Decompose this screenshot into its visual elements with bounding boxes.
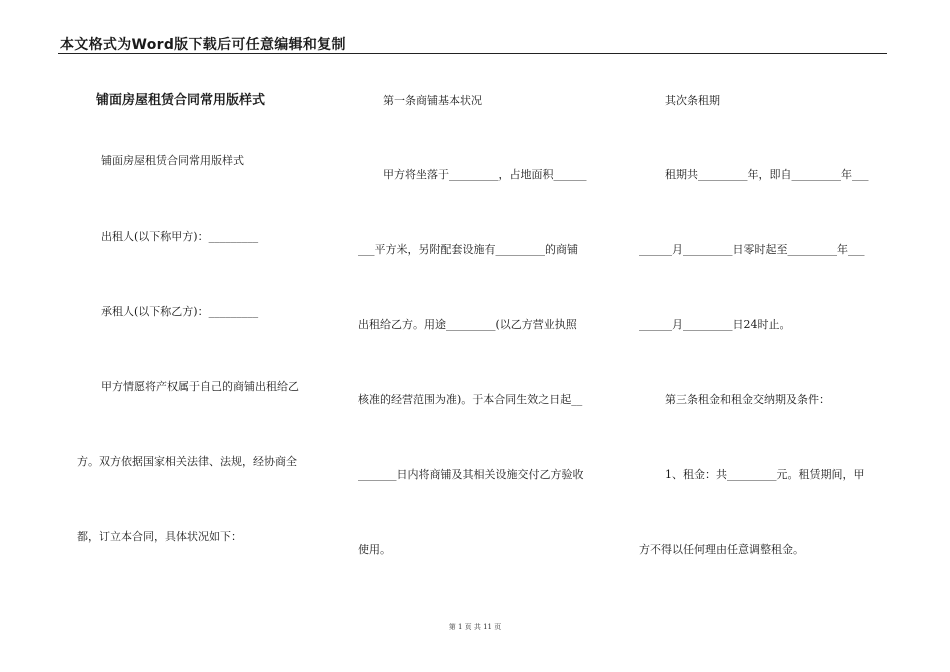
text-line: 铺面房屋租赁合同常用版样式 — [101, 154, 244, 167]
page-header: 本文格式为Word版下载后可任意编辑和复制 — [60, 37, 346, 53]
text-line: _______日内将商铺及其相关设施交付乙方验收 — [358, 468, 584, 481]
text-line: 使用。 — [358, 543, 391, 556]
text-line: ___平方米，另附配套设施有_________的商铺 — [358, 243, 578, 256]
text-line: 租期共_________年，即自_________年___ — [665, 168, 869, 181]
text-line: ______月_________日零时起至_________年___ — [639, 243, 865, 256]
section-heading: 第一条商铺基本状况 — [383, 94, 482, 107]
text-line: 出租人(以下称甲方)：_________ — [101, 230, 259, 243]
text-line: 甲方情愿将产权属于自己的商铺出租给乙 — [101, 380, 299, 393]
text-line: 1、租金：共_________元。租赁期间，甲 — [665, 468, 865, 481]
text-line: ______月_________日24时止。 — [639, 318, 791, 331]
header-divider — [58, 53, 887, 54]
text-line: 方。双方依据国家相关法律、法规，经协商全 — [77, 455, 297, 468]
text-line: 出租给乙方。用途_________(以乙方营业执照 — [358, 318, 577, 331]
text-line: 都，订立本合同，具体状况如下： — [77, 530, 242, 543]
page-number: 第 1 页 共 11 页 — [448, 623, 502, 631]
section-heading: 其次条租期 — [665, 94, 720, 107]
text-line: 核准的经营范围为准)。于本合同生效之日起__ — [358, 393, 583, 406]
document-title: 铺面房屋租赁合同常用版样式 — [96, 93, 266, 108]
text-line: 方不得以任何理由任意调整租金。 — [639, 543, 804, 556]
text-line: 承租人(以下称乙方)：_________ — [101, 305, 259, 318]
text-line: 甲方将坐落于_________，占地面积______ — [383, 168, 587, 181]
section-heading: 第三条租金和租金交纳期及条件： — [665, 393, 830, 406]
